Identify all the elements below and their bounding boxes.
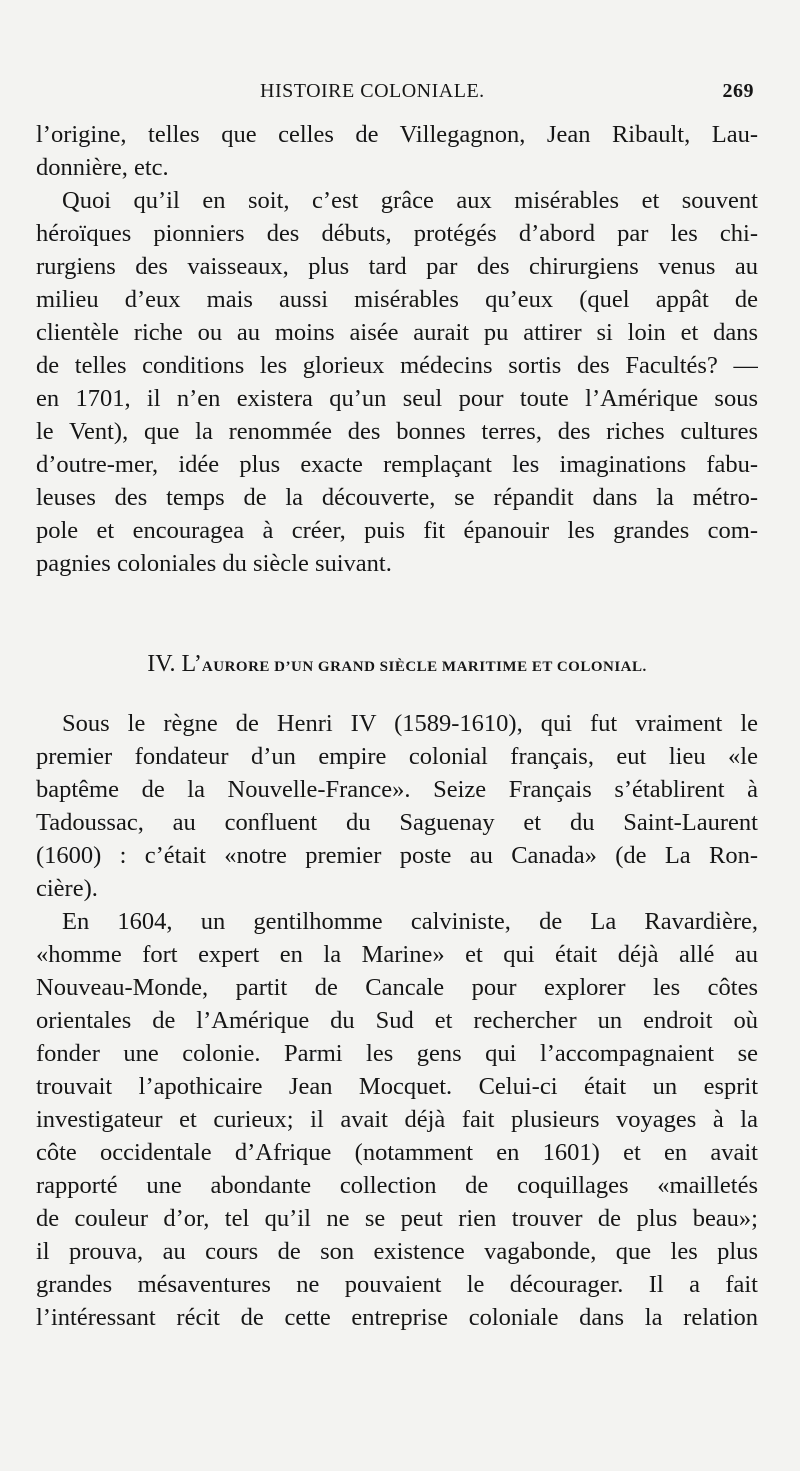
running-title: HISTOIRE COLONIALE. — [260, 80, 485, 102]
text-line: cière). — [36, 875, 98, 902]
page-number: 269 — [722, 80, 754, 102]
section-number: IV. — [147, 651, 176, 677]
text-line: il prouva, au cours de son existence vagabonde, que les plus — [36, 1238, 758, 1265]
text-line: «homme fort expert en la Marine» et qui était déjà allé au — [36, 941, 758, 968]
paragraph — [36, 905, 758, 1334]
text-line: grandes mésaventures ne pouvaient le décourager. Il a fait — [36, 1271, 758, 1298]
text-line: rurgiens des vaisseaux, plus tard par des chirurgiens venus au — [36, 253, 758, 280]
text-line: Sous le règne de Henri IV (1589-1610), qui fut vraiment le — [62, 710, 758, 737]
text-line: l’origine, telles que celles de Villegagnon, Jean Ribault, Lau- — [36, 121, 758, 148]
text-line: de couleur d’or, tel qu’il ne se peut rien trouver de plus beau»; — [36, 1205, 758, 1232]
text-line: donnière, etc. — [36, 154, 169, 181]
text-block-top — [36, 118, 758, 580]
running-header — [38, 78, 754, 108]
text-line: côte occidentale d’Afrique (notamment en 1601) et en avait — [36, 1139, 758, 1166]
text-line: pole et encouragea à créer, puis fit épanouir les grandes com- — [36, 517, 758, 544]
text-line: baptême de la Nouvelle-France». Seize Français s’établirent à — [36, 776, 758, 803]
text-line: pagnies coloniales du siècle suivant. — [36, 550, 392, 577]
section-heading — [36, 647, 758, 681]
text-line: héroïques pionniers des débuts, protégés d’abord par les chi- — [36, 220, 758, 247]
text-line: d’outre-mer, idée plus exacte remplaçant les imaginations fabu- — [36, 451, 758, 478]
text-line: rapporté une abondante collection de coquillages «mailletés — [36, 1172, 758, 1199]
paragraph — [36, 707, 758, 905]
text-line: (1600) : c’était «notre premier poste au Canada» (de La Ron- — [36, 842, 758, 869]
text-line: le Vent), que la renommée des bonnes terres, des riches cultures — [36, 418, 758, 445]
paragraph — [36, 184, 758, 580]
text-line: premier fondateur d’un empire colonial français, eut lieu «le — [36, 743, 758, 770]
text-line: leuses des temps de la découverte, se répandit dans la métro- — [36, 484, 758, 511]
text-line: en 1701, il n’en existera qu’un seul pour toute l’Amérique sous — [36, 385, 758, 412]
text-line: l’intéressant récit de cette entreprise coloniale dans la relation — [36, 1304, 758, 1331]
section-title: AURORE D’UN GRAND SIÈCLE MARITIME ET COLONIAL. — [201, 659, 647, 675]
text-line: investigateur et curieux; il avait déjà fait plusieurs voyages à la — [36, 1106, 758, 1133]
section-title-initial: L’ — [181, 651, 202, 677]
text-line: fonder une colonie. Parmi les gens qui l’accompagnaient se — [36, 1040, 758, 1067]
text-line: Quoi qu’il en soit, c’est grâce aux misérables et souvent — [62, 187, 758, 214]
text-line: En 1604, un gentilhomme calviniste, de La Ravardière, — [62, 908, 758, 935]
text-line: trouvait l’apothicaire Jean Mocquet. Celui-ci était un esprit — [36, 1073, 758, 1100]
text-line: orientales de l’Amérique du Sud et rechercher un endroit où — [36, 1007, 758, 1034]
text-line: Nouveau-Monde, partit de Cancale pour explorer les côtes — [36, 974, 758, 1001]
text-line: de telles conditions les glorieux médecins sortis des Facultés? — — [36, 352, 758, 379]
text-block-bottom — [36, 707, 758, 1334]
text-line: clientèle riche ou au moins aisée aurait pu attirer si loin et dans — [36, 319, 758, 346]
text-line: milieu d’eux mais aussi misérables qu’eux (quel appât de — [36, 286, 758, 313]
paragraph-continued — [36, 118, 758, 184]
text-line: Tadoussac, au confluent du Saguenay et du Saint-Laurent — [36, 809, 758, 836]
